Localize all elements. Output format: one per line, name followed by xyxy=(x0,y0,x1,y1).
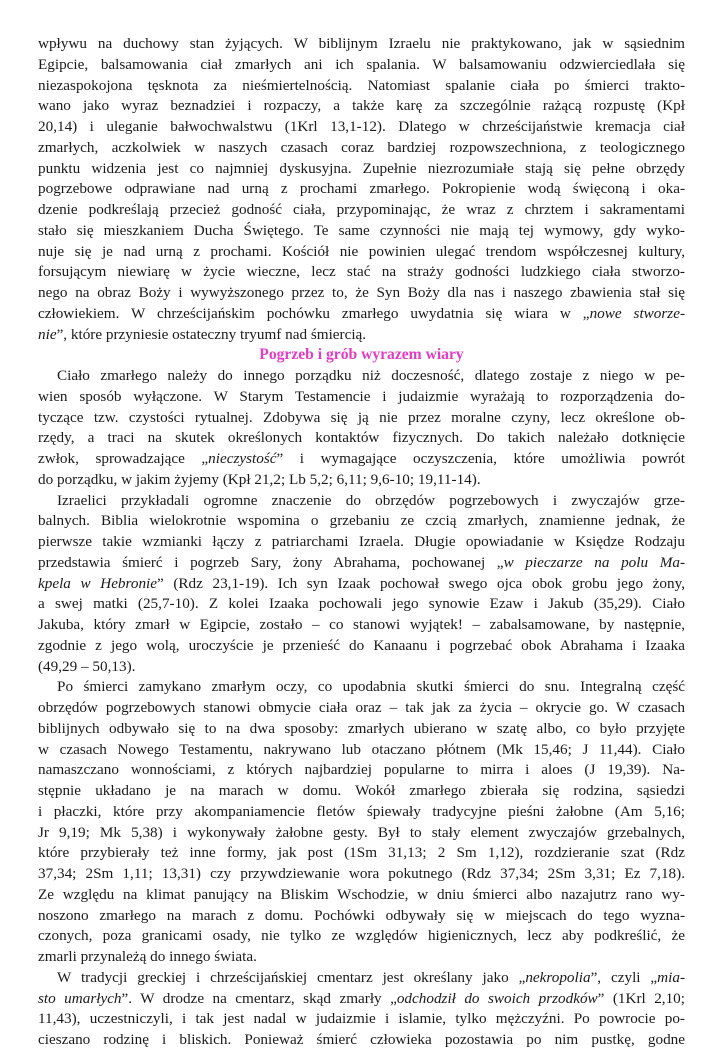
text-run: ”, czyli „ xyxy=(590,968,658,986)
text-line: niezaspokojona tęsknota za nieśmiertelnością. Natomiast spalanie ciała po śmierci trakto- xyxy=(38,76,685,94)
text-line: namaszczano wonnościami, z których najbardziej popularne to mirra i aloes (J 19,39). Na- xyxy=(38,761,685,779)
text-line: Jr 9,19; Mk 5,38) i wykonywały żałobne gesty. Był to stały element zwyczajów grzebalnych, xyxy=(38,823,685,841)
text-line xyxy=(38,553,685,574)
paragraph-ritual-purity xyxy=(38,366,685,491)
text-line: balnych. Biblia wielokrotnie wspomina o grzebaniu ze czcią zmarłych, znamienne jednak, że xyxy=(38,512,685,530)
text-line xyxy=(38,968,685,989)
text-line: dzenie podkreślają przecież godność ciała, przypominając, że wraz z chrztem i sakramentami xyxy=(38,201,685,218)
italic-quote: nie xyxy=(38,325,57,343)
text-line xyxy=(38,304,685,325)
text-line xyxy=(38,449,685,470)
text-run: ”. W drodze na cmentarz, skąd zmarły „ xyxy=(121,989,397,1007)
text-run: ” (1Krl 2,10; xyxy=(597,989,685,1007)
text-line: rzędy, a traci na skutek określonych kontaktów fizycznych. Do takich należało dotknięcie xyxy=(38,429,685,447)
document-page xyxy=(38,34,685,1051)
text-line: pierwsze takie wzmianki łączy z patriarchami Izraela. Długie opowiadanie w Księdze Rodzaju xyxy=(38,533,685,550)
text-run: zwłok, sprowadzające „ xyxy=(38,450,209,467)
text-line: wpływu na duchowy stan żyjących. W biblijnym Izraelu nie praktykowano, jak w sąsiednim xyxy=(38,35,685,52)
text-run: W tradycji greckiej i chrześcijańskiej cmentarz jest określany jako „ xyxy=(57,968,526,986)
text-line: nego na obraz Boży i wywyższonego przez to, że Syn Boży dla nas i naszego zbawienia stał się xyxy=(38,284,685,301)
text-line: Izraelici przykładali ogromne znaczenie do obrzędów pogrzebowych i zwyczajów grze- xyxy=(57,491,685,509)
italic-quote: mia- xyxy=(657,968,685,986)
text-run: człowiekiem. W chrześcijańskim pochówku zmarłego uwydatnia się wiara w „ xyxy=(38,304,590,322)
text-line: cieszano rodzinę i bliskich. Ponieważ śmierć człowieka pozostawia po nim pustkę, godne xyxy=(38,1031,685,1048)
text-line: 20,14) i uleganie bałwochwalstwu (1Krl 13,1-12). Dlatego w chrześcijaństwie kremacja ciał xyxy=(38,118,685,135)
text-line: czonych, poza granicami osady, nie tylko ze względów higienicznych, lecz aby podkreślić, że xyxy=(38,927,685,945)
text-line: punktu widzenia jest co najmniej dyskusyjna. Zupełnie niezrozumiałe stają się pełne obrzędy xyxy=(38,159,685,177)
text-line: wano jako wyraz beznadziei i rozpaczy, a także karę za szczególnie rażącą rozpustę (Kpł xyxy=(38,97,685,115)
text-run: ” (Rdz 23,1-19). Ich syn Izaak pochował swego ojca obok grobu jego żony, xyxy=(157,574,685,592)
text-line: zmarłych, aczkolwiek w naszych czasach coraz bardziej rozpowszechniona, z teologicznego xyxy=(38,138,685,156)
text-line: nuje się je nad urną z prochami. Kościół nie powinien ulegać trendom współczesnej kultury, xyxy=(38,242,685,260)
italic-quote: nieczystość xyxy=(208,450,277,467)
text-line: Ciało zmarłego należy do innego porządku niż doczesność, dlatego zostaje z niego w pe- xyxy=(57,367,685,384)
text-run: ”, które przyniesie ostateczny tryumf nad śmiercią. xyxy=(56,325,367,343)
text-line: do porządku, w jakim żyjemy (Kpł 21,2; Lb 5,2; 6,11; 9,6-10; 19,11-14). xyxy=(38,470,481,488)
text-line: 37,34; 2Sm 1,11; 13,31) czy przywdziewanie wora pokutnego (Rdz 37,34; 2Sm 3,31; Ez 7,18). xyxy=(38,865,685,882)
italic-quote: nekropolia xyxy=(525,968,591,986)
text-line: tyczące tzw. czystości rytualnej. Zdobywa się ją nie przez moralne czyny, lecz określone ob- xyxy=(38,408,685,426)
text-line xyxy=(38,574,685,595)
paragraph-cremation xyxy=(38,34,685,345)
text-line: 11,43), uczestniczyli, i tak jest nadal w judaizmie i islamie, tylko mężczyźni. Po powrocie po- xyxy=(38,1010,685,1028)
italic-quote: kpela w Hebronie xyxy=(38,574,158,592)
text-line xyxy=(38,325,685,346)
italic-quote: sto umarłych xyxy=(38,989,122,1007)
text-line: zgodnie z jego wolą, uroczyście je przenieść do Kanaanu i pogrzebać obok Abrahama i Izaaka xyxy=(38,636,685,654)
text-line: w czasach Nowego Testamentu, nakrywano lub otaczano płótnem (Mk 15,46; J 11,44). Ciało xyxy=(38,740,685,758)
text-line: Ze względu na klimat panujący na Bliskim Wschodzie, w dniu śmierci albo nazajutrz rano wy- xyxy=(38,885,685,903)
text-line: pogrzebowe odprawiane nad urną z prochami zmarłego. Pokropienie wodą święconą i oka- xyxy=(38,180,685,198)
paragraph-cemetery xyxy=(38,968,685,1051)
text-line: obrzędów pogrzebowych stanowi obmycie ciała oraz – tak jak za życia – okrycie go. W czasach xyxy=(38,699,685,716)
text-line: Po śmierci zamykano zmarłym oczy, co upodabnia skutki śmierci do snu. Integralną część xyxy=(57,678,685,696)
text-line: stępnie układano je na marach w domu. Wokół zmarłego zbierała się rodzina, sąsiedzi xyxy=(38,782,685,799)
text-line: biblijnych odbywało się to na dwa sposoby: zmarłych ubierano w szatę albo, co było przyjęte xyxy=(38,719,685,737)
text-line: wien sposób wyłączone. W Starym Testamencie i judaizmie wyrażają to rozporządzenia do- xyxy=(38,387,685,405)
text-line: Jakuba, który zmarł w Egipcie, zostało – co stanowi wyjątek! – zabalsamowane, by następnie, xyxy=(38,616,685,633)
text-line xyxy=(38,989,685,1010)
text-line: i płaczki, które przy akompaniamencie fletów śpiewały tradycyjne pieśni żałobne (Am 5,16; xyxy=(38,802,685,820)
text-line: które przybierały też inne formy, jak post (1Sm 31,13; 2 Sm 1,12), rozdzieranie szat (Rdz xyxy=(38,844,685,862)
section-heading: Pogrzeb i grób wyrazem wiary xyxy=(259,346,464,364)
text-line: zmarli przynależą do innego świata. xyxy=(38,948,257,965)
text-run: przedstawia śmierć i pogrzeb Sary, żony Abrahama, pochowanej „ xyxy=(38,553,504,571)
text-run: ” i wymagające oczyszczenia, które umożliwia powrót xyxy=(276,450,685,467)
italic-quote: nowe stworze- xyxy=(589,304,686,322)
paragraph-patriarchs xyxy=(38,491,685,678)
text-line: (49,29 – 50,13). xyxy=(38,657,136,675)
italic-quote: w pieczarze na polu Ma- xyxy=(503,553,685,571)
paragraph-burial-rites xyxy=(38,677,685,968)
text-line: stało się mieszkaniem Ducha Świętego. Te same czynności nie mają tej wymowy, gdy wyko- xyxy=(38,221,685,239)
text-line: Egipcie, balsamowania ciał zmarłych ani ich spalania. W balsamowaniu odzwierciedlała się xyxy=(38,55,685,73)
text-line: forsującym niewiarę w życie wieczne, lecz stać na straży godności ludzkiego ciała stworzo- xyxy=(38,263,685,281)
text-line: noszono zmarłego na marach z domu. Pochówki odbywały się w miejscach do tego wyzna- xyxy=(38,906,685,924)
italic-quote: odchodził do swoich przodków xyxy=(396,989,598,1007)
text-line: a swej matki (25,7-10). Z kolei Izaaka pochowali jego synowie Ezaw i Jakub (35,29). Ciało xyxy=(38,595,685,613)
